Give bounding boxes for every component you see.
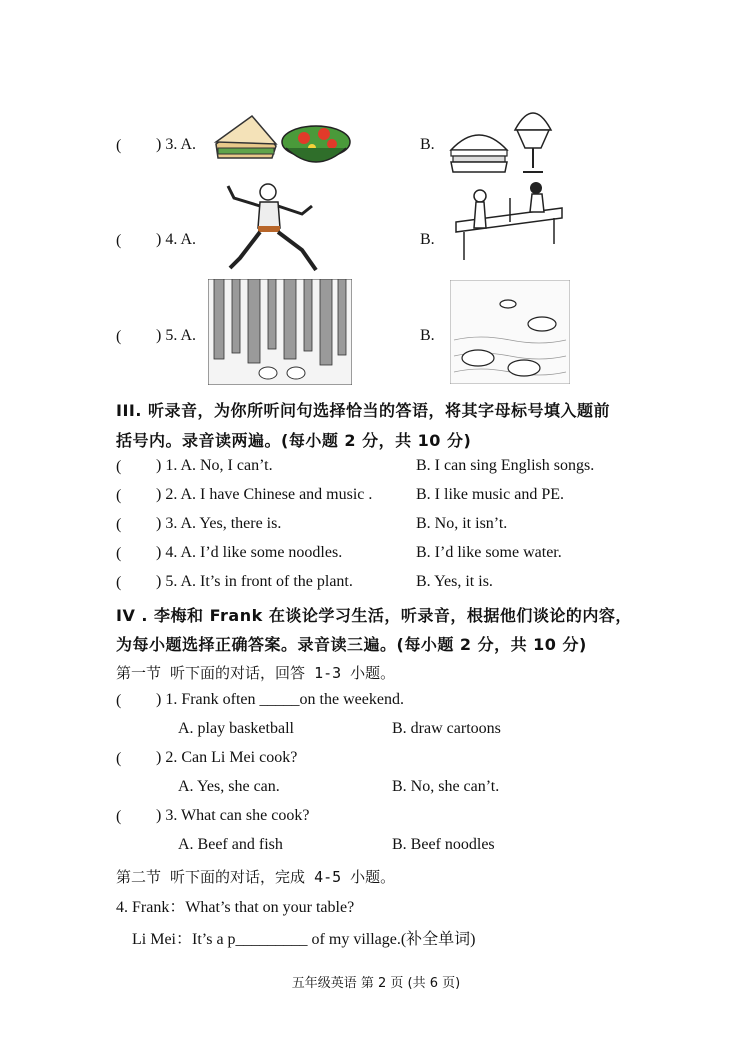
- option-b: B. I can sing English songs.: [416, 457, 595, 474]
- option-b: B. draw cartoons: [392, 720, 501, 737]
- question-text: ) 2. Can Li Mei cook?: [156, 749, 298, 766]
- option-b: B. Yes, it is.: [416, 573, 493, 590]
- option-a: ) 3. A. Yes, there is.: [156, 515, 282, 532]
- option-b: B. No, she can’t.: [392, 778, 500, 795]
- ducks-pond-picture: [450, 280, 570, 384]
- answer-paren: (: [116, 232, 122, 249]
- option-b: B. No, it isn’t.: [416, 515, 508, 532]
- option-a: A. play basketball: [178, 720, 294, 737]
- answer-paren: (: [116, 137, 122, 154]
- burger-icecream-picture: [447, 100, 557, 178]
- answer-paren: (: [116, 574, 122, 591]
- option-a: ) 1. A. No, I can’t.: [156, 457, 273, 474]
- option-a: ) 2. A. I have Chinese and music .: [156, 486, 373, 503]
- answer-paren: (: [116, 487, 122, 504]
- sandwich-salad-picture: [212, 112, 352, 174]
- option-b: B. Beef noodles: [392, 836, 495, 853]
- part-1-heading: 第一节 听下面的对话，回答 1-3 小题。: [116, 664, 396, 682]
- dialogue-line-li-mei: Li Mei：It’s a p_________ of my village.(补全单词): [132, 931, 476, 948]
- question-text: ) 3. What can she cook?: [156, 807, 310, 824]
- option-b-label: B.: [420, 231, 435, 248]
- section-4-title-cont: 为每小题选择正确答案。录音读三遍。(每小题 2 分，共 10 分): [116, 635, 587, 654]
- section-3-title: III. 听录音，为你所听问句选择恰当的答语，将其字母标号填入题前: [116, 401, 611, 420]
- option-a: ) 4. A. I’d like some noodles.: [156, 544, 343, 561]
- question-number: ) 5. A.: [156, 327, 196, 344]
- dialogue-line-frank: 4. Frank：What’s that on your table?: [116, 899, 355, 916]
- answer-paren: (: [116, 516, 122, 533]
- option-b: B. I’d like some water.: [416, 544, 562, 561]
- option-a: ) 5. A. It’s in front of the plant.: [156, 573, 353, 590]
- answer-paren: (: [116, 750, 122, 767]
- section-4-title: IV . 李梅和 Frank 在谈论学习生活，听录音，根据他们谈论的内容，: [116, 606, 632, 625]
- option-b-label: B.: [420, 327, 435, 344]
- option-b: B. I like music and PE.: [416, 486, 564, 503]
- option-b-label: B.: [420, 136, 435, 153]
- forest-rabbits-picture: [208, 279, 352, 385]
- answer-paren: (: [116, 545, 122, 562]
- option-a: A. Yes, she can.: [178, 778, 280, 795]
- question-number: ) 4. A.: [156, 231, 196, 248]
- part-2-heading: 第二节 听下面的对话，完成 4-5 小题。: [116, 868, 396, 886]
- question-number: ) 3. A.: [156, 136, 196, 153]
- page-footer: 五年级英语 第 2 页 (共 6 页): [291, 976, 461, 991]
- answer-paren: (: [116, 458, 122, 475]
- answer-paren: (: [116, 328, 122, 345]
- table-tennis-picture: [450, 178, 568, 266]
- question-text: ) 1. Frank often _____on the weekend.: [156, 691, 404, 708]
- option-a: A. Beef and fish: [178, 836, 283, 853]
- answer-paren: (: [116, 808, 122, 825]
- section-3-title-cont: 括号内。录音读两遍。(每小题 2 分，共 10 分): [116, 431, 472, 450]
- kungfu-picture: [220, 176, 330, 276]
- answer-paren: (: [116, 692, 122, 709]
